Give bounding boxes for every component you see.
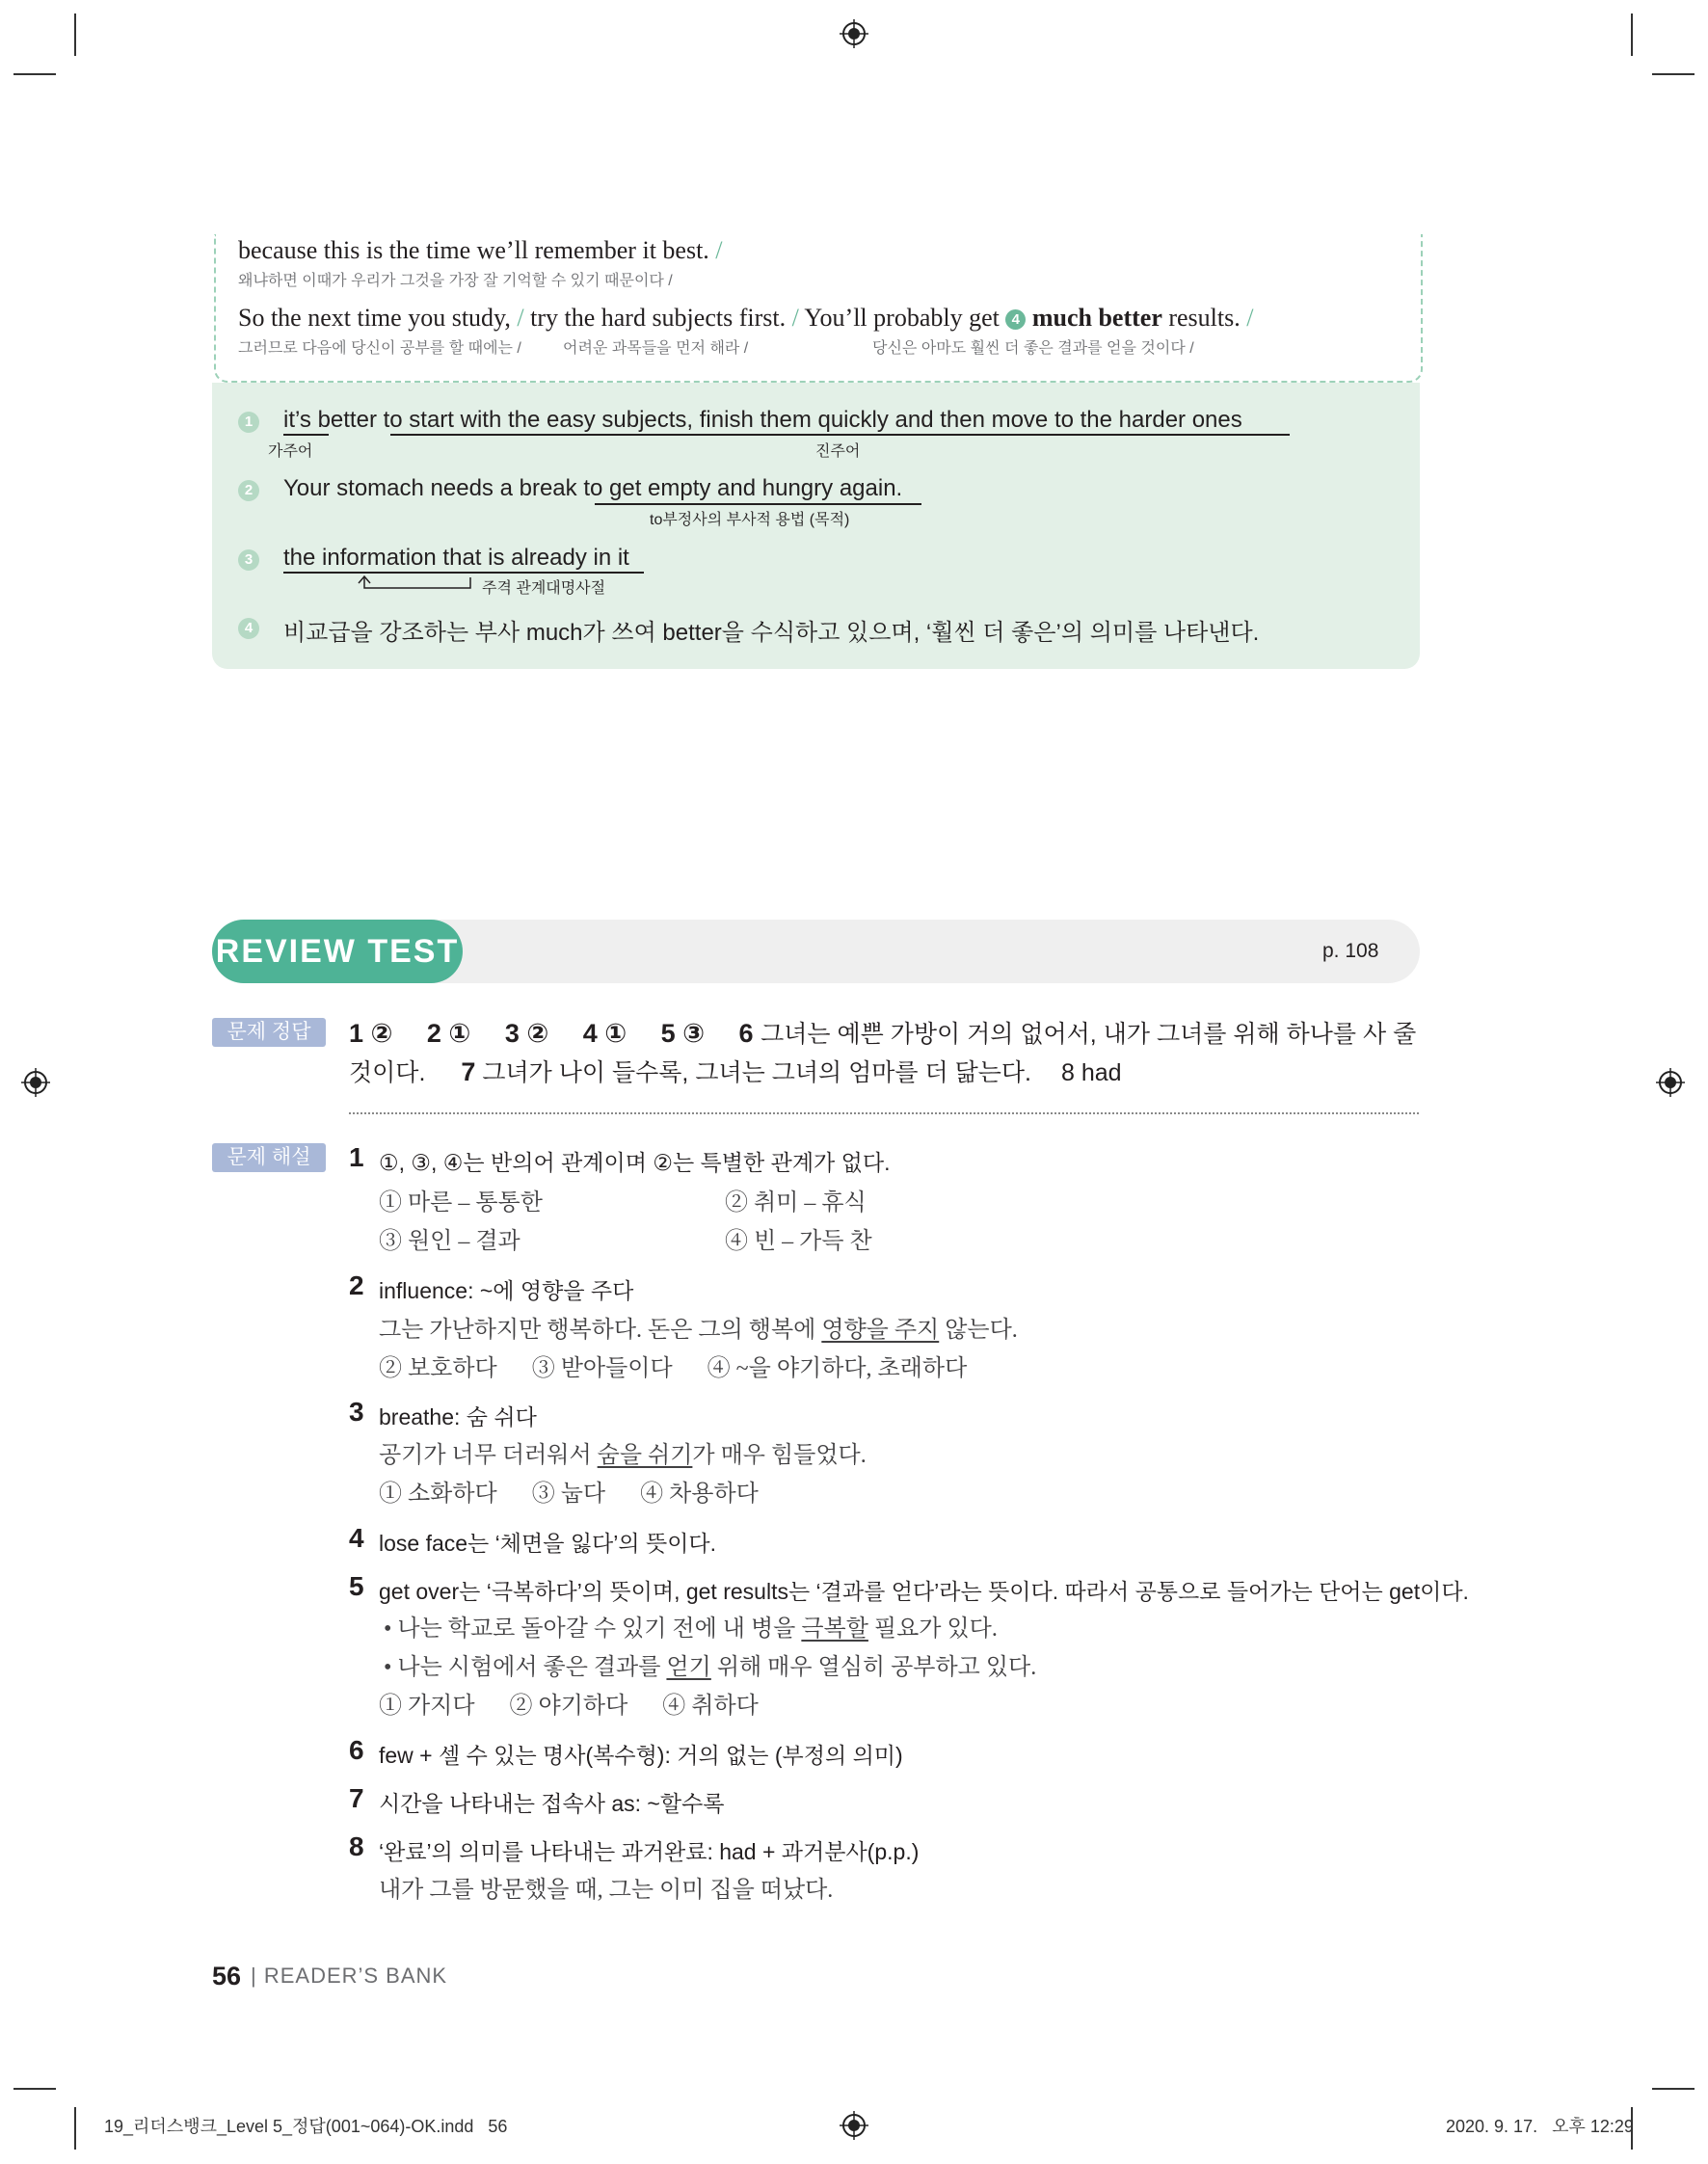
underlined-word: 영향을 주지 [821, 1318, 940, 1343]
answer-text: 그녀가 나이 들수록, 그녀는 그녀의 엄마를 더 닮는다. [482, 1059, 1032, 1086]
note-underlined-text: that is already in it [442, 545, 629, 571]
note-number-2: 2 [238, 480, 259, 501]
sentence-part: 가 매우 힘들었다. [692, 1443, 867, 1468]
number-marker: 4 [1005, 309, 1026, 330]
explanation-number: 2 [349, 1270, 364, 1300]
english-sentence: results. [1168, 304, 1241, 332]
file-slug: 19_리더스뱅크_Level 5_정답(001~064)-OK.indd 56 [104, 2117, 508, 2136]
underlined-word: 숨을 쉬기 [597, 1443, 693, 1468]
slash: / [791, 304, 799, 332]
print-date: 2020. 9. 17. 오후 12:29 [1446, 2117, 1634, 2136]
explanation-number: 3 [349, 1397, 364, 1427]
note-number-4: 4 [238, 618, 259, 639]
sentence-part: 공기가 너무 더러워서 [379, 1443, 598, 1468]
crop-mark [1652, 2088, 1695, 2090]
underlined-word: 얻기 [666, 1655, 711, 1680]
note-underlined-text: to get empty and hungry again [583, 475, 896, 501]
registration-mark-icon [21, 1068, 50, 1097]
explanation-number: 7 [349, 1783, 364, 1813]
note-1-label-b: 진주어 [815, 443, 861, 460]
slash: / [715, 236, 723, 264]
registration-mark-icon [1656, 1068, 1685, 1097]
explanation-text: ‘완료’의 의미를 나타내는 과거완료: had + 과거분사(p.p.) [379, 1839, 920, 1864]
answer-item: 5 ③ [660, 1019, 706, 1048]
page-number: 56 [212, 1962, 242, 1990]
relative-clause-arrow-icon [355, 574, 480, 593]
explanation-number: 5 [349, 1571, 364, 1601]
example-sentence [384, 1609, 998, 1643]
translation-ko-2a: 그러므로 다음에 당신이 공부를 할 때에는 / [238, 340, 521, 357]
book-title: | READER’S BANK [251, 1964, 448, 1988]
underline [390, 434, 1290, 436]
answers-line-2 [349, 1054, 1122, 1088]
explanation-number: 4 [349, 1523, 364, 1553]
option-text: ① 가지다 ② 야기하다 ④ 취하다 [379, 1694, 759, 1719]
sentence-part: 필요가 있다. [867, 1616, 998, 1642]
note-2-label: to부정사의 부사적 용법 (목적) [650, 512, 850, 528]
explanation-number: 6 [349, 1735, 364, 1765]
crop-mark [13, 73, 56, 75]
underline [283, 434, 329, 436]
translation-ko-1: 왜냐하면 이때가 우리가 그것을 가장 잘 기억할 수 있기 때문이다 / [238, 273, 673, 289]
note-number-1: 1 [238, 412, 259, 433]
slash: / [517, 304, 524, 332]
sentence-part: 않는다. [939, 1318, 1018, 1343]
answer-item: 1 ② [349, 1019, 393, 1048]
registration-mark-icon [840, 2111, 868, 2140]
crop-mark [74, 13, 76, 56]
sentence-part: • 나는 학교로 돌아갈 수 있기 전에 내 병을 [384, 1616, 802, 1642]
explanation-text: ①, ③, ④는 반의어 관계이며 ②는 특별한 관계가 없다. [379, 1150, 891, 1175]
review-test-title: REVIEW TEST [212, 920, 463, 983]
crop-mark [1631, 13, 1633, 56]
english-sentence: try the hard subjects first. [530, 304, 787, 332]
answer-text: 것이다. [349, 1059, 426, 1086]
explanation-text: breathe: 숨 쉬다 [379, 1404, 537, 1429]
explanation-text: 시간을 나타내는 접속사 as: ~할수록 [379, 1791, 725, 1816]
page-reference: p. 108 [1322, 940, 1379, 962]
explanation-number: 1 [349, 1142, 364, 1172]
english-sentence: You’ll probably get [804, 304, 1000, 332]
translation-ko-2b: 어려운 과목들을 먼저 해라 / [563, 340, 749, 357]
note-3-label: 주격 관계대명사절 [482, 580, 606, 597]
answer-number: 6 [738, 1019, 754, 1048]
explanation-text: few + 셀 수 있는 명사(복수형): 거의 없는 (부정의 의미) [379, 1743, 903, 1768]
note-underlined-text: to start with the easy subjects, finish them quickly and then move to the harder ones [383, 407, 1242, 433]
answer-item: 3 ② [504, 1019, 549, 1048]
translation-ko-2c: 당신은 아마도 훨씬 더 좋은 결과를 얻을 것이다 / [872, 340, 1194, 357]
sentence-part: 위해 매우 열심히 공부하고 있다. [710, 1655, 1037, 1680]
crop-mark [1652, 73, 1695, 75]
note-text-part: Your stomach needs a break [283, 475, 584, 501]
option-text: ② 취미 – 휴식 [725, 1190, 867, 1216]
note-1-text [283, 407, 1242, 434]
note-1-label-a: 가주어 [268, 443, 313, 460]
note-text-part: the information [283, 545, 443, 571]
translation-line-1 [238, 236, 723, 265]
registration-mark-icon [840, 19, 868, 48]
answer-item: 4 ① [582, 1019, 627, 1048]
option-text: ③ 원인 – 결과 [379, 1229, 520, 1254]
emphasis-text: much better [1031, 304, 1162, 332]
answers-tag: 문제 정답 [212, 1018, 326, 1047]
crop-mark [13, 2088, 56, 2090]
option-text: ① 소화하다 ③ 눕다 ④ 차용하다 [379, 1482, 759, 1507]
slash: / [1246, 304, 1254, 332]
note-3-text [283, 545, 629, 572]
note-number-3: 3 [238, 549, 259, 571]
note-2-text [283, 475, 902, 502]
option-text: ② 보호하다 ③ 받아들이다 ④ ~을 야기하다, 초래하다 [379, 1356, 968, 1381]
option-text: ① 마른 – 통통한 [379, 1190, 543, 1216]
explanation-text: lose face는 ‘체면을 잃다’의 뜻이다. [379, 1531, 717, 1556]
note-4-text: 비교급을 강조하는 부사 much가 쓰여 better을 수식하고 있으며, ‘훨씬 더 좋은’의 의미를 나타낸다. [283, 620, 1260, 646]
english-sentence: because this is the time we’ll remember it best. [238, 236, 709, 264]
translation-line-2 [238, 304, 1253, 333]
english-sentence: So the next time you study, [238, 304, 511, 332]
option-text: ④ 빈 – 가득 찬 [725, 1229, 872, 1254]
example-sentence [379, 1435, 867, 1469]
answer-item: 8 had [1060, 1059, 1122, 1086]
sentence-part: • 나는 시험에서 좋은 결과를 [384, 1655, 667, 1680]
note-text-part: . [895, 475, 903, 501]
underlined-word: 극복할 [801, 1616, 868, 1642]
answer-item: 2 ① [426, 1019, 471, 1048]
explanation-number: 8 [349, 1831, 364, 1861]
explanation-text: influence: ~에 영향을 주다 [379, 1278, 634, 1303]
example-sentence: 내가 그를 방문했을 때, 그는 이미 집을 떠났다. [379, 1878, 834, 1903]
explanation-text: get over는 ‘극복하다’의 뜻이며, get results는 ‘결과를 얻다’라는 뜻이다. 따라서 공통으로 들어가는 단어는 get이다. [379, 1579, 1469, 1604]
underline [595, 503, 921, 505]
crop-mark [74, 2107, 76, 2150]
explanations-tag: 문제 해설 [212, 1143, 326, 1172]
note-text-part: it’s better [283, 407, 384, 433]
example-sentence [384, 1647, 1036, 1681]
answer-number: 7 [461, 1057, 476, 1086]
sentence-part: 그는 가난하지만 행복하다. 돈은 그의 행복에 [379, 1318, 822, 1343]
answer-text: 그녀는 예쁜 가방이 거의 없어서, 내가 그녀를 위해 하나를 사 줄 [761, 1021, 1417, 1048]
example-sentence [379, 1310, 1018, 1344]
answers-line-1 [349, 1015, 1416, 1050]
section-divider [349, 1112, 1419, 1114]
